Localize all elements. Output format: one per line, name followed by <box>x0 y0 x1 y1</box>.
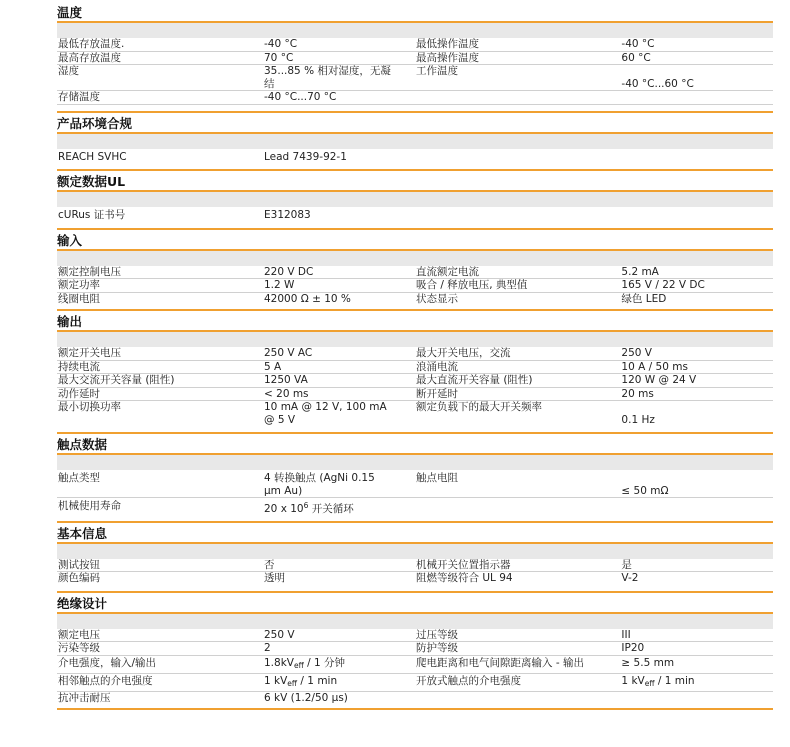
section-ul-rating <box>57 171 773 230</box>
section-title: 基本信息 <box>57 525 108 541</box>
section-contact-data <box>57 434 773 523</box>
table-row: 最小切换功率 10 mA @ 12 V, 100 mA @ 5 V 额定负载下的最大开关频率 0.1 Hz <box>58 401 655 426</box>
table-row: 触点类型 4 转换触点 (AgNi 0.15 µm Au) 触点电阻 ≤ 50 mΩ <box>57 470 773 498</box>
table-row: 动作延时 < 20 ms 断开延时 20 ms <box>57 388 773 402</box>
table-row: 机械使用寿命 20 x $10^6$ 开关循环 <box>58 500 354 515</box>
table-row: 额定控制电压 220 V DC 直流额定电流 5.2 mA <box>57 266 773 280</box>
table-row: 抗冲击耐压 6 kV (1.2/50 µs) <box>58 691 348 704</box>
table-row: 额定开关电压 250 V AC 最大开关电压，交流 250 V <box>57 347 773 361</box>
table-row: 颜色编码 透明 阻燃等级符合 UL 94 V-2 <box>58 572 639 584</box>
section-insulation <box>57 593 773 711</box>
table-row: REACH SVHC Lead 7439-92-1 <box>58 150 347 163</box>
table-row: 存储温度 -40 °C...70 °C <box>57 91 773 105</box>
section-title: 触点数据 <box>57 437 108 452</box>
table-row: 最高存放温度 70 °C 最高操作温度 60 °C <box>57 52 773 66</box>
table-row: 持续电流 5 A 浪涌电流 10 A / 50 ms <box>57 361 773 375</box>
section-title: 额定数据UL <box>57 174 126 189</box>
table-row: 最大交流开关容量 (阻性) 1250 VA 最大直流开关容量 (阻性) 120 W @ 24 V <box>57 374 773 388</box>
table-row: 污染等级 2 防护等级 IP20 <box>57 642 773 656</box>
section-title: 绝缘设计 <box>57 595 108 611</box>
table-row: cURus 证书号 E312083 <box>58 209 311 221</box>
section-title: 温度 <box>57 5 83 20</box>
table-row: 介电强度，输入/输出 $1.8kV_{eff} / 1$ 分钟 爬电距离和电气间隙距离输入 - 输出 ≥ 5.5 mm <box>57 656 773 674</box>
section-environment <box>57 113 773 172</box>
table-row: 额定功率 1.2 W 吸合 / 释放电压, 典型值 165 V / 22 V DC <box>57 279 773 293</box>
section-basic-info <box>57 523 773 593</box>
table-row: 相邻触点的介电强度 1 $kV_{eff} / 1$ min 开放式触点的介电强度 1 $kV_{eff} / 1$ min <box>57 674 773 692</box>
section-output <box>57 311 773 434</box>
table-row: 最低存放温度. -40 °C 最低操作温度 -40 °C <box>57 38 773 52</box>
table-row: 线圈电阻 42000 Ω ± 10 % 状态显示 绿色 LED <box>58 292 667 305</box>
section-title: 输入 <box>57 232 83 248</box>
datasheet <box>57 2 773 710</box>
section-title: 输出 <box>57 314 83 329</box>
section-title: 产品环境合规 <box>57 115 133 131</box>
section-temperature <box>57 2 773 113</box>
section-input <box>57 230 773 312</box>
table-row: 额定电压 250 V 过压等级 III <box>57 629 773 643</box>
table-row: 测试按钮 否 机械开关位置指示器 是 <box>57 559 773 573</box>
table-row: 湿度 35...85 % 相对湿度，无凝结 工作温度 -40 °C...60 °C <box>57 65 773 91</box>
